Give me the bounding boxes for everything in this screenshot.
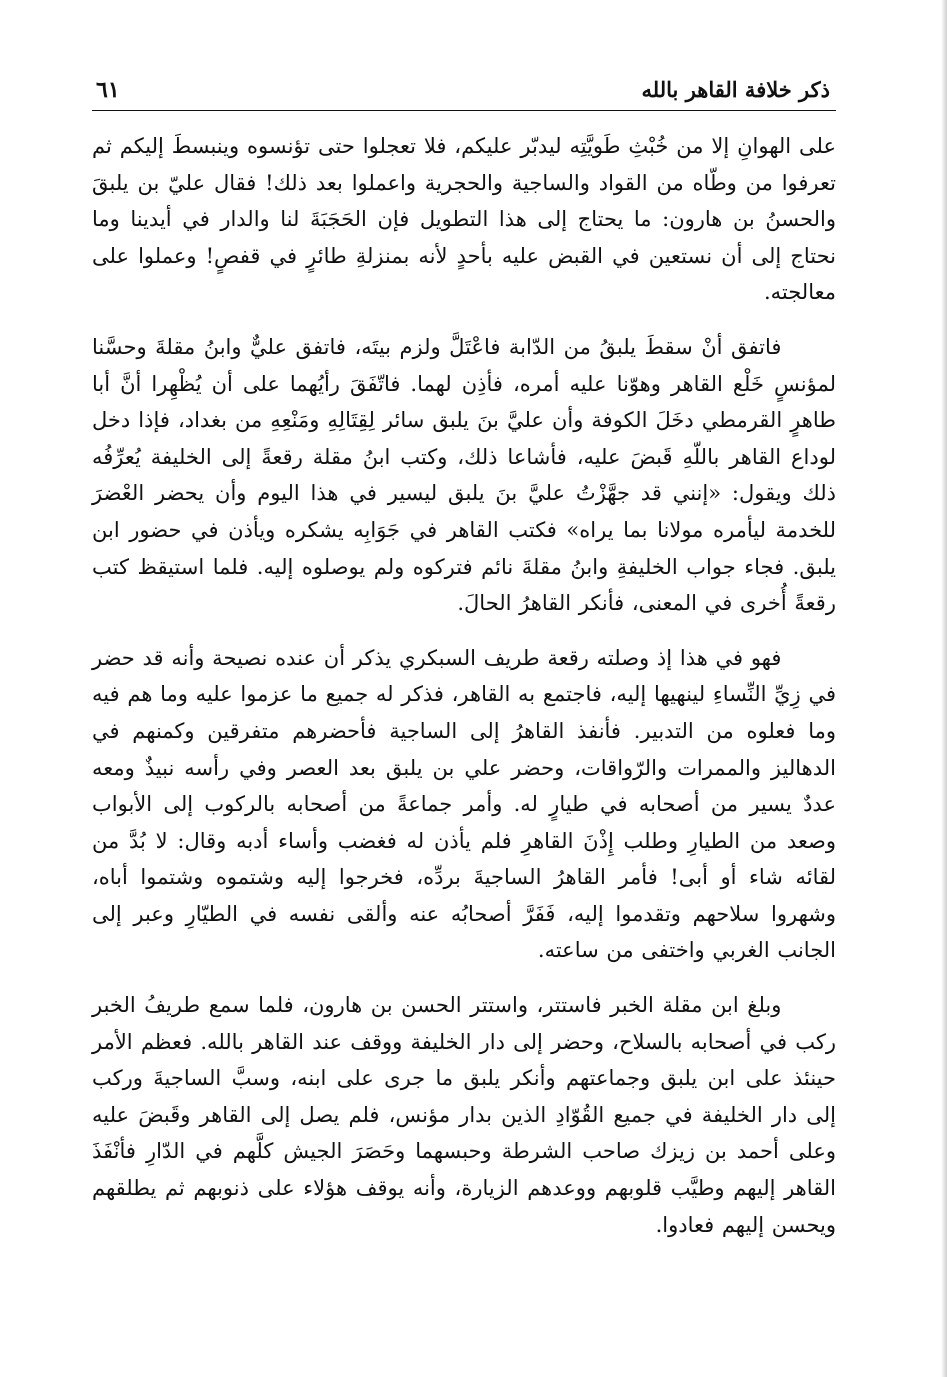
paragraph-1: على الهوانِ إلا من خُبْثِ طَويَّتِه ليدبّر عليكم، فلا تعجلوا حتى تؤنسوه وينبسطَ إليكم ثم تعرفوا من وطّاه من القواد والساجية والحجرية واعملوا بعد ذلك! فقال عليّ بن يلبقَ والحسنُ بن هارون: ما يحتاج إلى هذا التطويل فإن الحَجَبَةَ لنا والدار في أيدينا وما نحتاج إلى أن نستعين في القبض عليه بأحدٍ لأنه بمنزلةِ طائرٍ في قفصٍ! وعملوا على معالجته. — [92, 134, 836, 305]
running-title: ذكر خلافة القاهر بالله — [641, 77, 830, 102]
body-text — [92, 128, 836, 1261]
scan-edge-shadow — [941, 0, 947, 1377]
paragraph-4: وبلغ ابن مقلة الخبر فاستتر، واستتر الحسن بن هارون، فلما سمع طريفُ الخبر ركب في أصحابه بالسلاح، وحضر إلى دار الخليفة ووقف عند القاهر بالله. فعظم الأمر حينئذ على ابن يلبق وجماعتهم وأنكر يلبق ما جرى على ابنه، وسبَّ الساجيةَ وركب إلى دار الخليفة في جميع القُوّادِ الذين بدار مؤنس، فلم يصل إلى القاهر وقَبضَ عليه وعلى أحمد بن زيزك صاحب الشرطة وحبسهما وحَصَرَ الجيش كلَّهم في الدّارِ فأنْفَذَ القاهر إليهم وطيَّب قلوبهم ووعدهم الزيارة، وأنه يوقف هؤلاء على ذنوبهم ثم يطلقهم ويحسن إليهم فعادوا. — [92, 993, 836, 1237]
paragraph-3: فهو في هذا إذ وصلته رقعة طريف السبكري يذكر أن عنده نصيحة وأنه قد حضر في زِيِّ النِّساءِ لينهيها إليه، فاجتمع به القاهر، فذكر له جميع ما عزموا عليه وما هم فيه وما فعلوه من التدبير. فأنفذ القاهرُ إلى الساجية فأحضرهم متفرقين وكمنهم في الدهاليز والممرات والرّواقات، وحضر علي بن يلبق بعد العصر وفي رأسه نبيذٌ ومعه عددٌ يسير من أصحابه في طيارٍ له. وأمر جماعةً من أصحابه بالركوب إلى الأبواب وصعد من الطيارِ وطلب إِذْنَ القاهرِ فلم يأذن له فغضب وأساء أدبه وقال: لا بُدَّ من لقائه شاء أو أبى! فأمر القاهرُ الساجيةَ بردِّه، فخرجوا إليه وشتموه وشتموا أباه، وشهروا سلاحهم وتقدموا إليه، فَفَرَّ أصحابُه عنه وألقى نفسه في الطيّارِ وعبر إلى الجانب الغربي واختفى من ساعته. — [92, 645, 836, 963]
paragraph-2: فاتفق أنْ سقطَ يلبقُ من الدّابة فاعْتَلَّ ولزم بيتَه، فاتفق عليٌّ وابنُ مقلةَ وحسَّنا لمؤنسٍ خَلْع القاهر وهوّنا عليه أمره، فأذِن لهما. فاتّفَقَ رأيُهما على أن يُظْهِرا أنَّ أبا طاهرٍ القرمطي دخَلَ الكوفة وأن عليَّ بنَ يلبق سائر لِقِتَالِهِ ومَنْعِهِ من بغداد، فإذا دخل لوداع القاهر باللّهِ قَبضَ عليه، فأشاعا ذلك، وكتب ابنُ مقلة رقعةً إلى الخليفة يُعرِّفُه ذلك ويقول: «إنني قد جهَّزْتُ عليَّ بنَ يلبق ليسير في هذا اليوم وأن يحضر العْضرَ للخدمة ليأمره مولانا بما يراه» فكتب القاهر في جَوَابِه يشكره ويأذن في حضور ابن يلبق. فجاء جواب الخليفةِ وابنُ مقلةَ نائم فتركوه ولم يوصلوه إليه. فلما استيقظ كتب رقعةً أُخرى في المعنى، فأنكر القاهرُ الحالَ. — [92, 334, 836, 616]
page-header — [92, 70, 836, 111]
page-number: ٦١ — [96, 77, 120, 103]
